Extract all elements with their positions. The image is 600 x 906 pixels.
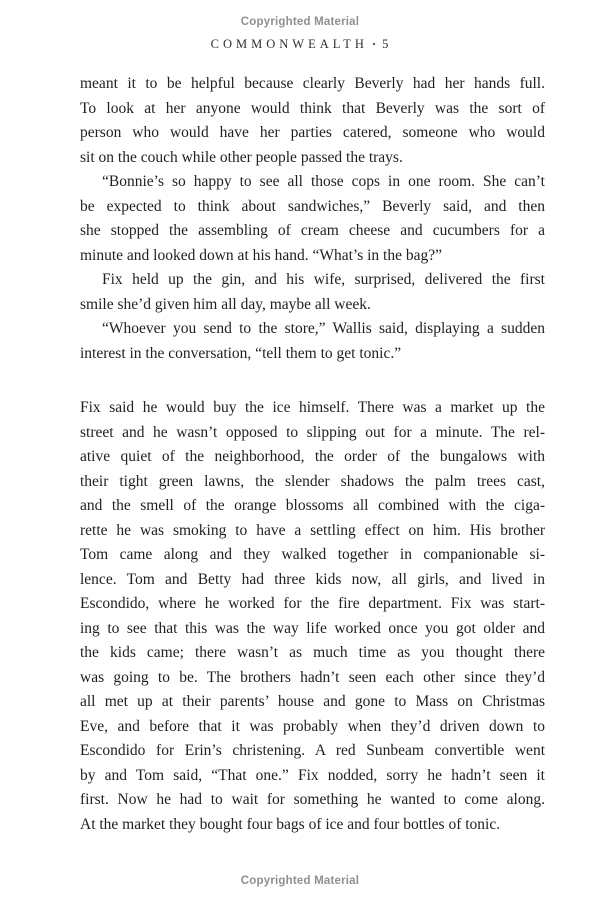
text-line: sit on the couch while other people passed the trays. <box>80 148 403 166</box>
paragraph <box>80 170 545 268</box>
text-line: smile she’d given him all day, maybe all week. <box>80 295 371 313</box>
separator-dot: · <box>371 37 377 51</box>
text-line: ing to see that this was the way life worked once you got older and <box>80 619 545 637</box>
paragraph <box>80 72 545 170</box>
text-line: be expected to think about sandwiches,” Beverly said, and then <box>80 197 545 215</box>
text-line: interest in the conversation, “tell them to get tonic.” <box>80 344 402 362</box>
text-line: Eve, and before that it was probably when they’d driven down to <box>80 717 545 735</box>
text-line: she stopped the assembling of cream cheese and cucumbers for a <box>80 222 545 239</box>
page-number: 5 <box>382 37 390 51</box>
text-line: Escondido, where he worked for the fire department. Fix was start- <box>80 595 545 612</box>
text-line: Fix said he would buy the ice himself. There was a market up the <box>80 399 545 416</box>
text-line: street and he wasn’t opposed to slipping out for a minute. The rel- <box>80 423 545 441</box>
text-line: Escondido for Erin’s christening. A red Sunbeam convertible went <box>80 742 545 759</box>
text-line: “Bonnie’s so happy to see all those cops in one room. She can’t <box>102 173 545 190</box>
copyright-notice-bottom: Copyrighted Material <box>240 875 360 887</box>
text-line: To look at her anyone would think that Beverly was the sort of <box>80 99 545 117</box>
paragraph <box>80 317 545 366</box>
running-head <box>0 37 600 52</box>
text-line: rette he was smoking to have a settling effect on him. His brother <box>80 521 545 539</box>
text-line: Tom came along and they walked together in companionable si- <box>80 546 545 563</box>
text-line: by and Tom said, “That one.” Fix nodded, sorry he hadn’t seen it <box>80 766 545 784</box>
running-head-title: COMMONWEALTH <box>210 37 368 51</box>
page-body <box>0 72 600 837</box>
text-line: ative quiet of the neighborhood, the order of the bungalows with <box>80 448 545 465</box>
text-line: was going to be. The brothers hadn’t seen each other since they’d <box>80 668 545 686</box>
text-line: all met up at their parents’ house and gone to Mass on Christmas <box>80 693 545 710</box>
text-line: person who would have her parties catered, someone who would <box>80 124 545 141</box>
text-line: At the market they bought four bags of ice and four bottles of tonic. <box>80 815 501 833</box>
text-line: minute and looked down at his hand. “What’s in the bag?” <box>80 246 443 264</box>
text-line: meant it to be helpful because clearly Beverly had her hands full. <box>80 75 545 92</box>
copyright-notice-top: Copyrighted Material <box>240 16 360 28</box>
text-line: “Whoever you send to the store,” Wallis said, displaying a sudden <box>102 320 545 337</box>
text-line: and the smell of the orange blossoms all combined with the ciga- <box>80 497 545 514</box>
text-line: first. Now he had to wait for something he wanted to come along. <box>80 791 545 808</box>
paragraph <box>80 396 545 837</box>
paragraph <box>80 268 545 317</box>
text-line: Fix held up the gin, and his wife, surprised, delivered the first <box>102 271 545 288</box>
text-line: lence. Tom and Betty had three kids now, all girls, and lived in <box>80 570 545 588</box>
text-line: their tight green lawns, the slender shadows the palm trees cast, <box>80 472 545 490</box>
text-line: the kids came; there wasn’t as much time as you thought there <box>80 644 545 661</box>
